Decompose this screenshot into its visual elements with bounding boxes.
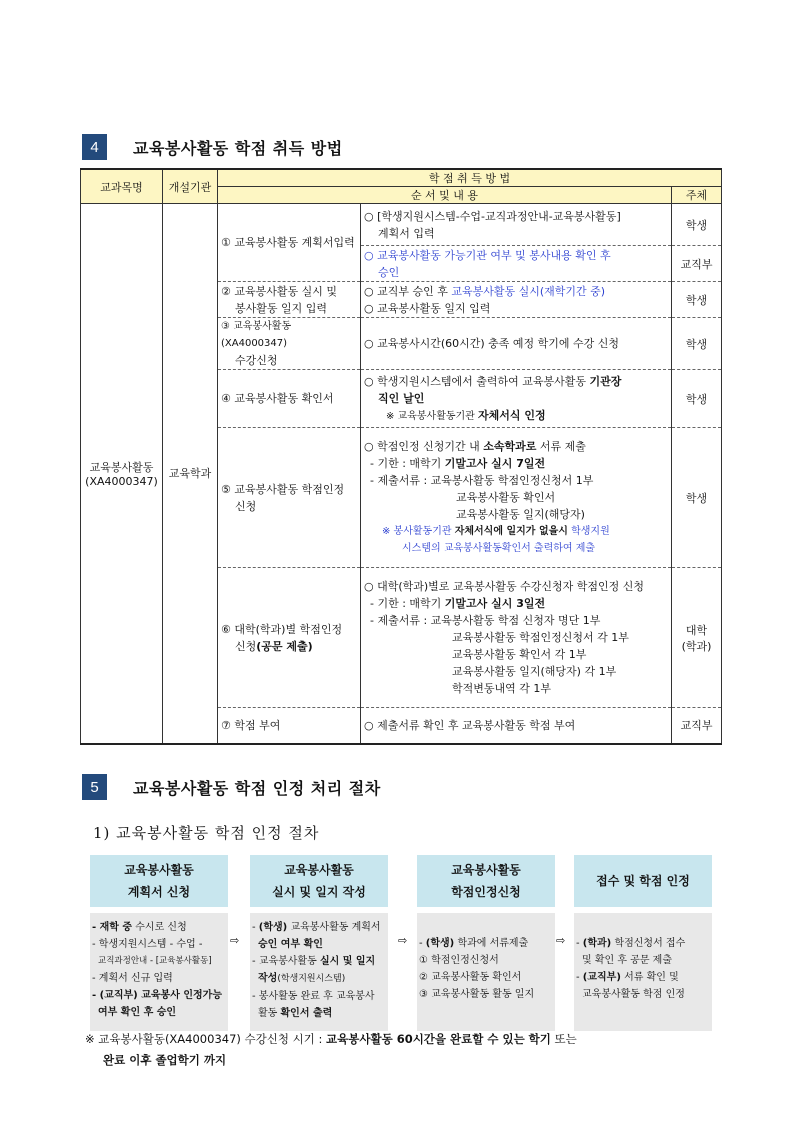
subsection-title: 1) 교육봉사활동 학점 인정 절차 — [93, 824, 320, 842]
step-2-label-1: ② 교육봉사활동 실시 및 — [221, 284, 337, 298]
section-number: 4 — [82, 134, 107, 160]
text-line: 계획서 입력 — [378, 226, 435, 240]
header-subject: 교과목명 — [81, 169, 163, 204]
step-4-label: ④ 교육봉사활동 확인서 — [221, 392, 334, 405]
step-5 — [218, 428, 361, 568]
text-span: 학점신청서 접수 — [611, 938, 686, 949]
bold-text: 작성 — [258, 973, 278, 984]
text-span: - — [419, 938, 426, 949]
bold-text: (학생) — [258, 922, 288, 933]
text-line — [364, 438, 668, 455]
flow-step-head — [250, 855, 388, 907]
text-line: 교육봉사활동 확인서 각 1부 — [452, 648, 587, 661]
subject-line1: 교육봉사활동 — [89, 460, 154, 474]
arrow-icon: ⇨ — [556, 934, 566, 947]
flow-line: 승인 여부 확인 — [258, 939, 323, 950]
bold-text: 기관장 — [589, 374, 622, 388]
text-line — [364, 373, 668, 390]
flow-step-head — [90, 855, 228, 907]
owner-cell: 학생 — [672, 318, 722, 370]
bold-text: - 재학 중 — [92, 922, 133, 933]
footnote-text: 또는 — [550, 1032, 577, 1046]
text-span: - 기한 : 매학기 — [370, 597, 445, 610]
section-4-heading — [82, 134, 343, 160]
step-1-label: ① 교육봉사활동 계획서입력 — [221, 236, 355, 249]
subject-cell — [81, 204, 163, 744]
step-5-label-2: 신청 — [235, 499, 257, 513]
header-owner: 주체 — [672, 187, 722, 204]
step-4-content — [361, 370, 672, 428]
text-span: ○ 학점인정 신청기간 내 — [364, 440, 484, 453]
bold-text: 확인서 출력 — [280, 1008, 333, 1019]
bold-text: 기말고사 실시 7일전 — [444, 457, 546, 470]
bold-text: (교직부) — [582, 972, 621, 983]
bold-text: (학과) — [582, 938, 612, 949]
flow-line: - 봉사활동 완료 후 교육봉사 — [252, 991, 375, 1002]
text-span: 서류 제출 — [536, 440, 586, 453]
flow-step-3 — [417, 855, 555, 1031]
text-line — [364, 283, 668, 300]
bold-text: 자체서식에 일지가 없을시 — [454, 526, 568, 537]
text-span: 신청 — [235, 639, 257, 653]
owner-cell: 학생 — [672, 428, 722, 568]
owner-cell: 교직부 — [672, 246, 722, 282]
text-span: 학과에 서류제출 — [454, 938, 529, 949]
section-title: 교육봉사활동 학점 취득 방법 — [133, 138, 343, 158]
owner-cell: 학생 — [672, 204, 722, 246]
flow-line: ① 학점인정신청서 — [419, 955, 499, 966]
text-line: ○ 교육봉사활동 일지 입력 — [364, 301, 491, 315]
flow-step-body — [574, 913, 712, 1031]
header-order: 순 서 및 내 용 — [218, 187, 672, 204]
step-6-label-2 — [221, 638, 357, 655]
step-1-content-b — [361, 246, 672, 282]
bold-text: (공문 제출) — [256, 639, 313, 653]
owner-cell — [672, 568, 722, 708]
institution-cell: 교육학과 — [163, 204, 218, 744]
step-2-label-2: 봉사활동 일지 입력 — [235, 301, 328, 315]
step-6-content — [361, 568, 672, 708]
step-2 — [218, 282, 361, 318]
text-line: 교육봉사활동 일지(해당자) 각 1부 — [452, 665, 617, 678]
flow-step-1 — [90, 855, 228, 1031]
flow-line: ② 교육봉사활동 확인서 — [419, 972, 522, 983]
text-line: 직인 날인 — [378, 391, 425, 405]
text-span: 활동 — [258, 1008, 281, 1019]
flow-line — [252, 970, 386, 988]
owner-cell: 교직부 — [672, 708, 722, 744]
flow-step-body — [250, 913, 388, 1031]
text-line — [364, 407, 668, 425]
step-1 — [218, 204, 361, 282]
flow-line — [576, 935, 710, 952]
flow-title-line: 교육봉사활동 — [284, 863, 354, 877]
flow-step-body — [417, 913, 555, 1031]
step-7-content — [361, 708, 672, 744]
bold-text: 실시 및 일지 — [319, 956, 376, 967]
flow-line: 여부 확인 후 승인 — [98, 1007, 177, 1018]
flow-step-2 — [250, 855, 388, 1031]
bold-text: 기말고사 실시 3일전 — [444, 597, 546, 610]
note-line — [364, 523, 668, 540]
footnote-text: ※ 교육봉사활동(XA4000347) 수강신청 시기 : — [85, 1032, 327, 1046]
text-line: ○ 대학(학과)별로 교육봉사활동 수강신청자 학점인정 신청 — [364, 580, 645, 593]
text-line: ○ [학생지원시스템-수업-교직과정안내-교육봉사활동] — [364, 209, 621, 223]
flow-step-head — [574, 855, 712, 907]
step-3 — [218, 318, 361, 370]
text-line: 교육봉사활동 확인서 — [456, 491, 556, 504]
section-number: 5 — [82, 774, 107, 800]
arrow-icon: ⇨ — [398, 934, 408, 947]
text-line: - 제출서류 : 교육봉사활동 학점 신청자 명단 1부 — [370, 614, 601, 627]
note-line: 시스템의 교육봉사활동확인서 출력하여 제출 — [402, 543, 596, 554]
text-line: 교육봉사활동 일지(해당자) — [456, 508, 585, 521]
header-method: 학 점 취 득 방 법 — [218, 169, 722, 187]
owner-cell: 학생 — [672, 370, 722, 428]
flow-step-body — [90, 913, 228, 1031]
flow-title-line: 접수 및 학점 인정 — [596, 874, 690, 888]
flow-title-line: 실시 및 일지 작성 — [272, 885, 366, 899]
text-span: - 교육봉사활동 — [252, 956, 320, 967]
text-line: 학적변동내역 각 1부 — [452, 682, 551, 695]
flow-line — [92, 919, 226, 936]
owner-cell: 학생 — [672, 282, 722, 318]
text-line: ○ 제출서류 확인 후 교육봉사활동 학점 부여 — [364, 718, 576, 732]
text-span: ○ 교직부 승인 후 — [364, 284, 452, 298]
text-span: (학생지원시스템) — [277, 974, 346, 984]
text-line — [364, 455, 668, 472]
bold-text: 교육봉사활동 60시간을 완료할 수 있는 학기 — [326, 1032, 551, 1046]
flow-title-line: 교육봉사활동 — [451, 863, 521, 877]
step-3-content — [361, 318, 672, 370]
flow-step-head — [417, 855, 555, 907]
text-line — [364, 595, 668, 612]
text-line: ○ 교육봉사시간(60시간) 충족 예정 학기에 수강 신청 — [364, 337, 620, 350]
text-span: 수시로 신청 — [132, 922, 187, 933]
arrow-icon: ⇨ — [230, 934, 240, 947]
step-3-label-2: 수강신청 — [235, 354, 278, 367]
flow-title-line: 계획서 신청 — [127, 885, 191, 899]
flow-line: - 계획서 신규 입력 — [92, 973, 173, 984]
bold-text: 완료 이후 졸업학기 까지 — [103, 1053, 227, 1067]
bold-text: (학생) — [425, 938, 455, 949]
subject-line2: (XA4000347) — [85, 474, 158, 488]
step-6 — [218, 568, 361, 708]
section-5-heading — [82, 774, 381, 800]
step-7-label: ⑦ 학점 부여 — [221, 718, 281, 732]
step-4 — [218, 370, 361, 428]
flow-line: 교직과정안내 - [교육봉사활동] — [98, 956, 212, 966]
text-line: - 제출서류 : 교육봉사활동 학점인정신청서 1부 — [370, 474, 594, 487]
step-2-content — [361, 282, 672, 318]
flow-title-line: 교육봉사활동 — [124, 863, 194, 877]
step-1-content-a — [361, 204, 672, 246]
text-line: ○ 교육봉사활동 가능기관 여부 및 봉사내용 확인 후 — [364, 248, 611, 262]
step-3-label-1: ③ 교육봉사활동(XA4000347) — [221, 321, 292, 349]
credit-method-table — [80, 168, 722, 745]
flow-line — [576, 969, 710, 986]
flow-line: ③ 교육봉사활동 활동 일지 — [419, 989, 535, 1000]
flow-line: 및 확인 후 공문 제출 — [582, 955, 672, 966]
flow-line: 교육봉사활동 학점 인정 — [582, 989, 685, 1000]
text-span: - — [576, 972, 583, 983]
flow-step-4 — [574, 855, 712, 1031]
text-line: 승인 — [378, 265, 400, 279]
step-7 — [218, 708, 361, 744]
header-institution: 개설기관 — [163, 169, 218, 204]
owner-line: (학과) — [681, 639, 712, 653]
highlight-text: 교육봉사활동 실시(재학기간 중) — [451, 284, 606, 298]
flow-line: - (교직부) 교육봉사 인정가능 — [92, 990, 222, 1001]
flow-line — [419, 935, 553, 952]
text-span: - — [576, 938, 583, 949]
owner-line: 대학 — [685, 623, 708, 637]
flow-line — [252, 1005, 386, 1022]
flow-line — [252, 953, 386, 970]
text-span: ※ 봉사활동기관 — [382, 526, 455, 537]
text-line: 교육봉사활동 학점인정신청서 각 1부 — [452, 631, 629, 644]
step-5-content — [361, 428, 672, 568]
flow-title-line: 학점인정신청 — [451, 885, 521, 899]
text-span: ※ 교육봉사활동기관 — [386, 410, 479, 422]
text-span: 교육봉사활동 계획서 — [287, 922, 381, 933]
text-span: ○ 학생지원시스템에서 출력하여 교육봉사활동 — [364, 374, 590, 388]
step-6-label-1: ⑥ 대학(학과)별 학점인정 — [221, 622, 343, 636]
footnote — [85, 1029, 725, 1071]
bold-text: 자체서식 인정 — [478, 408, 546, 422]
text-span: 서류 확인 및 — [620, 972, 679, 983]
step-5-label-1: ⑤ 교육봉사활동 학점인정 — [221, 482, 345, 496]
text-span: - — [252, 922, 259, 933]
text-span: - 기한 : 매학기 — [370, 457, 445, 470]
section-title: 교육봉사활동 학점 인정 처리 절차 — [133, 778, 381, 798]
flow-line: - 학생지원시스템 - 수업 - — [92, 939, 203, 950]
bold-text: 소속학과로 — [483, 440, 537, 453]
flow-line — [252, 919, 386, 936]
text-span: 학생지원 — [567, 526, 610, 537]
